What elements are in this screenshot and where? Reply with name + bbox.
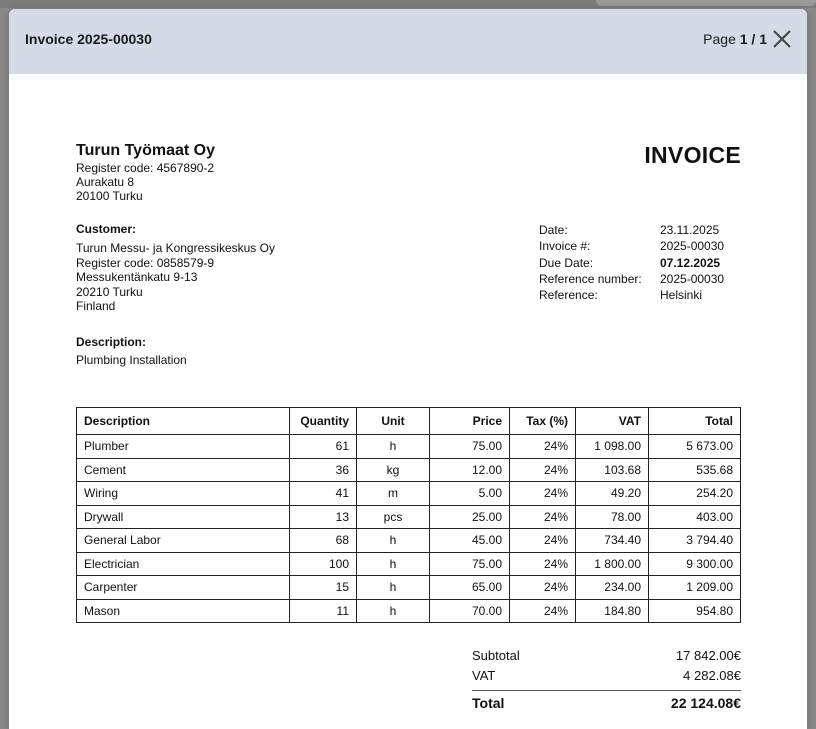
meta-value: 07.12.2025 — [660, 255, 721, 270]
meta-value: 2025-00030 — [660, 239, 725, 254]
table-cell: 24% — [510, 505, 576, 529]
seller-register: Register code: 4567890-2 — [76, 161, 215, 175]
table-cell: 45.00 — [430, 529, 510, 553]
table-cell: 103.68 — [576, 458, 649, 482]
subtotal-value: 17 842.00€ — [675, 648, 741, 663]
table-row — [77, 552, 741, 576]
table-cell: 100 — [290, 552, 357, 576]
table-cell: 78.00 — [576, 505, 649, 529]
table-cell: 65.00 — [430, 576, 510, 600]
vat-label: VAT — [472, 668, 496, 683]
table-cell: 254.20 — [649, 482, 741, 506]
meta-value: 2025-00030 — [660, 271, 725, 286]
table-cell: 12.00 — [430, 458, 510, 482]
table-cell: h — [357, 435, 430, 459]
table-cell: 234.00 — [576, 576, 649, 600]
column-header: Price — [430, 408, 510, 435]
modal-title: Invoice 2025-00030 — [25, 31, 152, 47]
column-header: Total — [649, 408, 741, 435]
close-button[interactable] — [771, 28, 793, 50]
meta-value: Helsinki — [660, 288, 703, 303]
seller-details — [76, 161, 214, 203]
meta-label: Due Date: — [539, 255, 594, 270]
table-cell: 61 — [290, 435, 357, 459]
subtotal-row — [472, 648, 741, 668]
meta-label: Reference number: — [539, 271, 642, 286]
customer-country: Finland — [76, 299, 116, 313]
table-cell: 9 300.00 — [649, 552, 741, 576]
table-cell: h — [357, 552, 430, 576]
table-cell: 68 — [290, 529, 357, 553]
meta-row-invoice-number — [539, 238, 724, 254]
table-cell: 1 209.00 — [649, 576, 741, 600]
table-cell: 403.00 — [649, 505, 741, 529]
subtotal-label: Subtotal — [472, 648, 520, 663]
customer-details — [76, 241, 275, 314]
table-cell: Drywall — [77, 505, 290, 529]
table-cell: h — [357, 529, 430, 553]
customer-label: Customer: — [76, 222, 137, 236]
total-value: 22 124.08€ — [670, 695, 741, 711]
table-cell: 734.40 — [576, 529, 649, 553]
total-label: Total — [472, 695, 505, 711]
table-row — [77, 529, 741, 553]
table-cell: Cement — [77, 458, 290, 482]
totals-block — [472, 648, 741, 717]
table-cell: Carpenter — [77, 576, 290, 600]
table-cell: 24% — [510, 482, 576, 506]
background-tab — [596, 0, 816, 6]
table-cell: 954.80 — [649, 599, 741, 623]
column-header: Tax (%) — [510, 408, 576, 435]
page-value: 1 / 1 — [739, 31, 767, 47]
modal-header — [9, 9, 807, 74]
column-header: Description — [77, 408, 290, 435]
meta-label: Invoice #: — [539, 239, 591, 254]
table-cell: 1 098.00 — [576, 435, 649, 459]
vat-value: 4 282.08€ — [683, 668, 741, 683]
customer-name: Turun Messu- ja Kongressikeskus Oy — [76, 241, 275, 255]
table-cell: 5.00 — [430, 482, 510, 506]
seller-name: Turun Työmaat Oy — [76, 142, 215, 159]
table-cell: 25.00 — [430, 505, 510, 529]
invoice-document — [9, 74, 807, 729]
table-row — [77, 505, 741, 529]
close-icon — [771, 28, 793, 50]
table-cell: 36 — [290, 458, 357, 482]
table-cell: 24% — [510, 552, 576, 576]
table-cell: h — [357, 576, 430, 600]
table-row — [77, 482, 741, 506]
grand-total-row — [472, 691, 741, 717]
meta-row-reference — [539, 287, 724, 303]
meta-value: 23.11.2025 — [660, 223, 720, 237]
table-cell: 24% — [510, 599, 576, 623]
page-label: Page — [703, 31, 736, 47]
table-cell: pcs — [357, 505, 430, 529]
table-cell: Mason — [77, 599, 290, 623]
description-text: Plumbing Installation — [76, 353, 187, 367]
table-cell: 41 — [290, 482, 357, 506]
table-row — [77, 435, 741, 459]
meta-label: Reference: — [539, 288, 598, 303]
table-row — [77, 576, 741, 600]
table-cell: Electrician — [77, 552, 290, 576]
table-cell: 5 673.00 — [649, 435, 741, 459]
meta-row-reference-number — [539, 271, 724, 287]
invoice-heading: INVOICE — [644, 142, 741, 168]
customer-address-city: 20210 Turku — [76, 284, 143, 299]
table-cell: 15 — [290, 576, 357, 600]
column-header: VAT — [576, 408, 649, 435]
table-cell: 70.00 — [430, 599, 510, 623]
meta-row-date — [539, 222, 724, 238]
table-cell: 3 794.40 — [649, 529, 741, 553]
table-cell: General Labor — [77, 529, 290, 553]
table-row — [77, 599, 741, 623]
vat-row — [472, 668, 741, 688]
meta-label: Date: — [539, 223, 568, 237]
invoice-preview-modal — [9, 9, 807, 729]
column-header: Quantity — [290, 408, 357, 435]
seller-address-street: Aurakatu 8 — [76, 175, 135, 189]
table-cell: 75.00 — [430, 552, 510, 576]
page-indicator — [703, 31, 767, 47]
table-cell: 24% — [510, 576, 576, 600]
invoice-meta — [539, 222, 724, 303]
table-row — [77, 458, 741, 482]
table-cell: Plumber — [77, 435, 290, 459]
table-cell: Wiring — [77, 482, 290, 506]
table-cell: 24% — [510, 458, 576, 482]
table-cell: 11 — [290, 599, 357, 623]
description-label: Description: — [76, 335, 147, 349]
table-cell: 184.80 — [576, 599, 649, 623]
customer-address-street: Messukentänkatu 9-13 — [76, 270, 198, 284]
table-cell: 49.20 — [576, 482, 649, 506]
table-cell: 13 — [290, 505, 357, 529]
table-cell: 75.00 — [430, 435, 510, 459]
table-cell: h — [357, 599, 430, 623]
meta-row-due-date — [539, 255, 724, 271]
table-header-row — [77, 408, 741, 435]
table-cell: 24% — [510, 529, 576, 553]
table-cell: 535.68 — [649, 458, 741, 482]
table-cell: kg — [357, 458, 430, 482]
table-cell: m — [357, 482, 430, 506]
customer-register: Register code: 0858579-9 — [76, 255, 215, 270]
line-items-table — [76, 407, 741, 623]
column-header: Unit — [357, 408, 430, 435]
table-cell: 1 800.00 — [576, 552, 649, 576]
table-cell: 24% — [510, 435, 576, 459]
seller-address-city: 20100 Turku — [76, 189, 143, 203]
